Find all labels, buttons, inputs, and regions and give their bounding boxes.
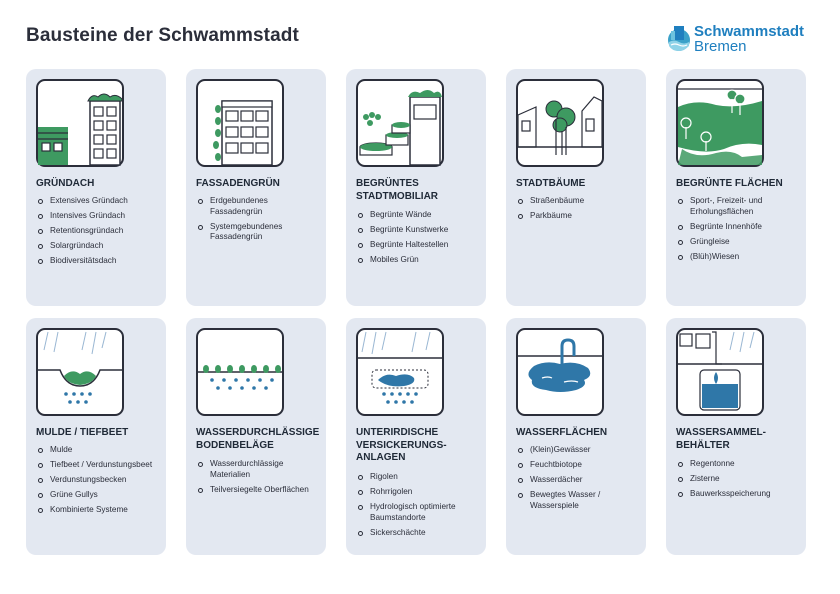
list-item: Rohrrigolen bbox=[356, 487, 480, 498]
card-title: MULDE / TIEFBEET bbox=[36, 427, 129, 438]
item-list bbox=[676, 196, 800, 267]
water-surfaces-icon bbox=[516, 328, 604, 416]
list-item: Biodiversitätsdach bbox=[36, 256, 160, 267]
list-item: Kombinierte Systeme bbox=[36, 505, 160, 516]
item-list bbox=[516, 196, 640, 226]
green-areas-icon bbox=[676, 79, 764, 167]
card-fassadengruen bbox=[186, 69, 326, 306]
list-item: Begrünte Haltestellen bbox=[356, 240, 480, 251]
list-item: Intensives Gründach bbox=[36, 211, 160, 222]
list-item: Rigolen bbox=[356, 472, 480, 483]
list-item: Mobiles Grün bbox=[356, 255, 480, 266]
list-item: Feuchtbiotope bbox=[516, 460, 640, 471]
card-title: BEGRÜNTES STADTMOBILIAR bbox=[356, 178, 439, 202]
list-item: (Klein)Gewässer bbox=[516, 445, 640, 456]
green-furniture-icon bbox=[356, 79, 444, 167]
list-item: Bewegtes Wasser / Wasserspiele bbox=[516, 490, 640, 511]
card-bodenbelaege bbox=[186, 318, 326, 555]
list-item: Verdunstungsbecken bbox=[36, 475, 160, 486]
card-stadtbaeume bbox=[506, 69, 646, 306]
card-gruendach bbox=[26, 69, 166, 306]
list-item: Retentionsgründach bbox=[36, 226, 160, 237]
item-list bbox=[676, 459, 800, 504]
logo bbox=[666, 24, 826, 58]
list-item: Begrünte Innenhöfe bbox=[676, 222, 800, 233]
swale-icon bbox=[36, 328, 124, 416]
card-title: STADTBÄUME bbox=[516, 178, 586, 189]
item-list bbox=[356, 472, 480, 543]
list-item: Sickerschächte bbox=[356, 528, 480, 539]
card-stadtmobiliar bbox=[346, 69, 486, 306]
card-wassersammelbehaelter bbox=[666, 318, 806, 555]
list-item: Extensives Gründach bbox=[36, 196, 160, 207]
list-item: Solargründach bbox=[36, 241, 160, 252]
list-item: Erdgebundenes Fassadengrün bbox=[196, 196, 320, 217]
card-title: WASSERSAMMEL-BEHÄLTER bbox=[676, 427, 766, 451]
card-title: GRÜNDACH bbox=[36, 178, 95, 189]
list-item: Tiefbeet / Verdunstungsbeet bbox=[36, 460, 160, 471]
list-item: Wasserdächer bbox=[516, 475, 640, 486]
sponge-city-logo-icon bbox=[666, 24, 692, 52]
card-versickerungsanlagen bbox=[346, 318, 486, 555]
logo-line1: Schwammstadt bbox=[694, 23, 805, 40]
permeable-paving-icon bbox=[196, 328, 284, 416]
item-list bbox=[36, 445, 160, 520]
list-item: Begrünte Kunstwerke bbox=[356, 225, 480, 236]
card-title: UNTERIRDISCHE VERSICKERUNGS-ANLAGEN bbox=[356, 427, 447, 463]
list-item: Wasserdurchlässige Materialien bbox=[196, 459, 320, 480]
item-list bbox=[196, 196, 320, 247]
list-item: Mulde bbox=[36, 445, 160, 456]
card-title: FASSADENGRÜN bbox=[196, 178, 280, 189]
list-item: Regentonne bbox=[676, 459, 800, 470]
green-roof-icon bbox=[36, 79, 124, 167]
facade-green-icon bbox=[196, 79, 284, 167]
card-mulde-tiefbeet bbox=[26, 318, 166, 555]
list-item: Bauwerksspeicherung bbox=[676, 489, 800, 500]
item-list bbox=[516, 445, 640, 516]
item-list bbox=[196, 459, 320, 500]
list-item: Hydrologisch optimierte Baumstandorte bbox=[356, 502, 480, 523]
list-item: Systemgebundenes Fassadengrün bbox=[196, 222, 320, 243]
list-item: Zisterne bbox=[676, 474, 800, 485]
water-tank-icon bbox=[676, 328, 764, 416]
list-item: Straßenbäume bbox=[516, 196, 640, 207]
card-title: WASSERDURCHLÄSSIGE BODENBELÄGE bbox=[196, 427, 320, 451]
list-item: Begrünte Wände bbox=[356, 210, 480, 221]
item-list bbox=[356, 210, 480, 270]
list-item: (Blüh)Wiesen bbox=[676, 252, 800, 263]
card-wasserflaechen bbox=[506, 318, 646, 555]
street-trees-icon bbox=[516, 79, 604, 167]
item-list bbox=[36, 196, 160, 271]
page-title: Bausteine der Schwammstadt bbox=[26, 25, 299, 46]
underground-infiltration-icon bbox=[356, 328, 444, 416]
list-item: Parkbäume bbox=[516, 211, 640, 222]
card-title: BEGRÜNTE FLÄCHEN bbox=[676, 178, 783, 189]
list-item: Grüne Gullys bbox=[36, 490, 160, 501]
logo-line2: Bremen bbox=[694, 38, 747, 55]
list-item: Teilversiegelte Oberflächen bbox=[196, 485, 320, 496]
list-item: Grüngleise bbox=[676, 237, 800, 248]
card-title: WASSERFLÄCHEN bbox=[516, 427, 608, 438]
list-item: Sport-, Freizeit- und Erholungsflächen bbox=[676, 196, 800, 217]
card-begruente-flaechen bbox=[666, 69, 806, 306]
